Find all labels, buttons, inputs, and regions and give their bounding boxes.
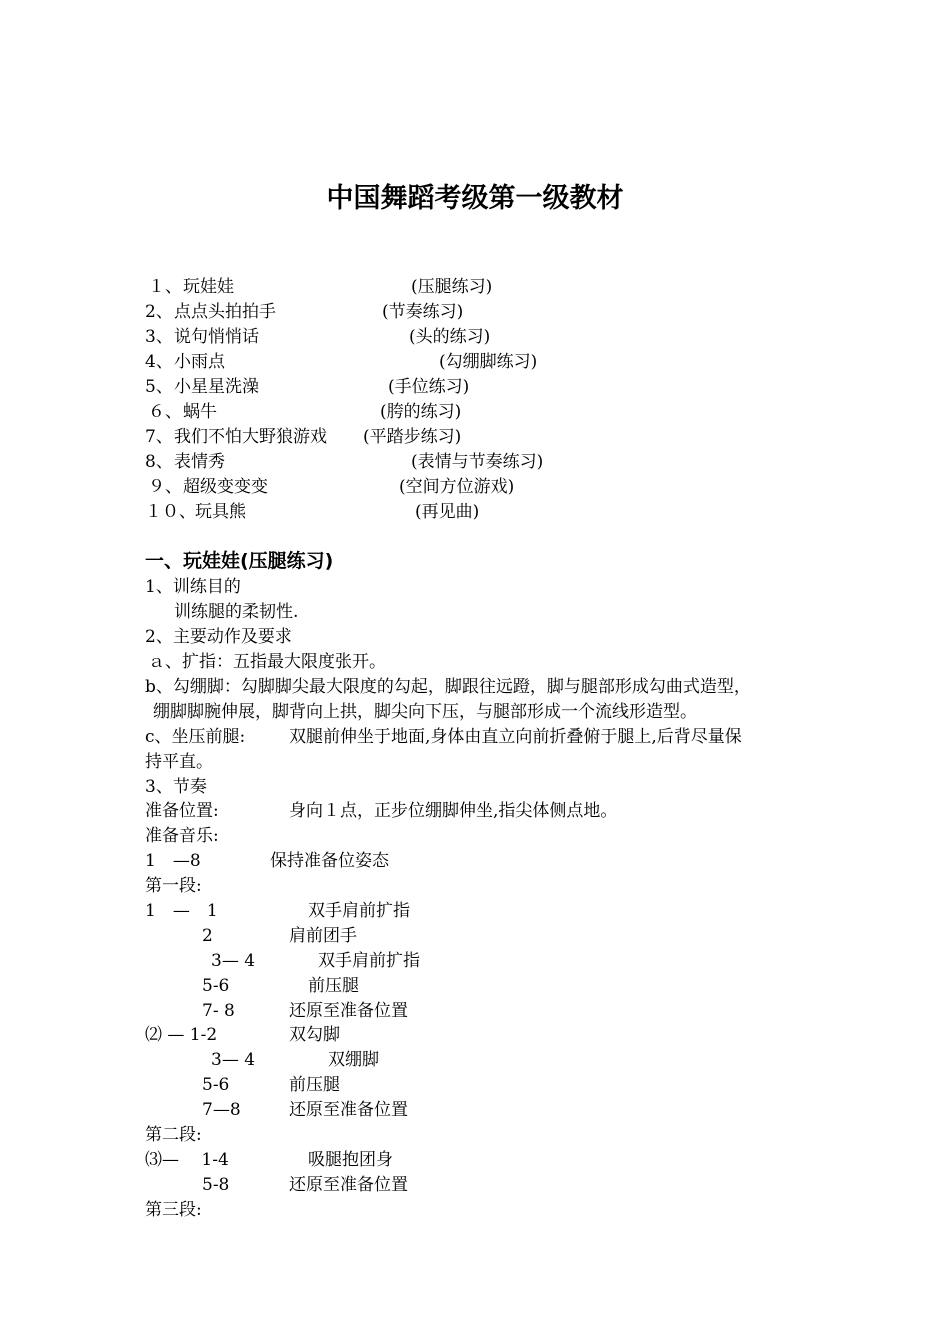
toc-item-name: 小雨点 <box>174 352 225 372</box>
toc-item-topic: (胯的练习) <box>380 402 462 422</box>
count-action: 吸腿抱团身 <box>308 1150 393 1170</box>
count-label: 2 <box>202 926 213 946</box>
toc-item-name: 蜗牛 <box>183 402 217 422</box>
training-purpose-label: 1、训练目的 <box>145 577 241 597</box>
prep-music-text: 保持准备位姿态 <box>270 851 389 871</box>
action-c-text: 双腿前伸坐于地面,身体由直立向前折叠俯于腿上,后背尽量保 <box>289 727 742 747</box>
count-action: 双手肩前扩指 <box>318 951 420 971</box>
toc-item-topic: (表情与节奏练习) <box>411 452 544 472</box>
toc-number: １、 <box>148 277 182 297</box>
toc-number: 7、 <box>145 427 173 447</box>
count-label: 7—8 <box>202 1100 241 1120</box>
toc-number: 3、 <box>145 327 173 347</box>
count-label: 3— 4 <box>211 1050 256 1070</box>
count-action: 双勾脚 <box>289 1025 340 1045</box>
toc-item-name: 小星星洗澡 <box>174 377 259 397</box>
toc-item-topic: (节奏练习) <box>382 302 464 322</box>
toc-item-topic: (空间方位游戏) <box>399 477 515 497</box>
count-action: 还原至准备位置 <box>289 1001 408 1021</box>
count-action: 双手肩前扩指 <box>308 901 410 921</box>
action-a: ａ、扩指：五指最大限度张开。 <box>148 652 386 672</box>
count-action: 双绷脚 <box>328 1050 379 1070</box>
toc-number: 5、 <box>145 377 173 397</box>
toc-number: ９、 <box>148 477 182 497</box>
toc-item-name: 超级变变变 <box>183 477 268 497</box>
count-label: 7- 8 <box>202 1001 235 1021</box>
action-c-label: c、坐压前腿: <box>145 727 246 747</box>
part-1-label: 第一段: <box>145 876 202 896</box>
prep-music-label: 准备音乐: <box>145 826 219 846</box>
toc-number: １０、 <box>145 502 196 522</box>
toc-item-name: 点点头拍拍手 <box>174 302 276 322</box>
toc-number: 4、 <box>145 352 173 372</box>
toc-item-topic: (平踏步练习) <box>363 427 462 447</box>
count-action: 前压腿 <box>289 1075 340 1095</box>
count-label: ⑵ — 1-2 <box>145 1025 218 1045</box>
toc-number: ６、 <box>148 402 182 422</box>
count-action: 还原至准备位置 <box>289 1100 408 1120</box>
toc-item-name: 玩娃娃 <box>183 277 234 297</box>
prep-position-text: 身向１点，正步位绷脚伸坐,指尖体侧点地。 <box>289 801 618 821</box>
prep-music-count: 1 —8 <box>145 851 201 871</box>
section-heading: 一、玩娃娃(压腿练习) <box>145 550 334 572</box>
action-c-line-2: 持平直。 <box>145 752 213 772</box>
count-label: 1 — 1 <box>145 901 218 921</box>
action-b-line-1: b、勾绷脚：勾脚脚尖最大限度的勾起，脚跟往远蹬，脚与腿部形成勾曲式造型， <box>145 677 751 697</box>
count-label: 5-6 <box>202 976 230 996</box>
count-action: 前压腿 <box>308 976 359 996</box>
count-label: 5-8 <box>202 1175 230 1195</box>
rhythm-label: 3、节奏 <box>145 777 207 797</box>
toc-item-name: 表情秀 <box>174 452 225 472</box>
toc-item-name: 说句悄悄话 <box>174 327 259 347</box>
count-label: 5-6 <box>202 1075 230 1095</box>
main-actions-label: 2、主要动作及要求 <box>145 627 292 647</box>
prep-position-label: 准备位置: <box>145 801 219 821</box>
count-label: 3— 4 <box>211 951 256 971</box>
toc-item-topic: (勾绷脚练习) <box>439 352 538 372</box>
count-label: ⑶— 1-4 <box>145 1150 229 1170</box>
count-action: 肩前团手 <box>289 926 357 946</box>
part-2-label: 第二段: <box>145 1125 202 1145</box>
part-3-label: 第三段: <box>145 1200 202 1220</box>
action-b-line-2: 绷脚脚腕伸展，脚背向上拱，脚尖向下压，与腿部形成一个流线形造型。 <box>153 702 697 722</box>
toc-item-topic: (再见曲) <box>415 502 480 522</box>
toc-number: 8、 <box>145 452 173 472</box>
toc-item-name: 玩具熊 <box>195 502 246 522</box>
training-purpose-text: 训练腿的柔韧性. <box>174 602 299 622</box>
toc-item-topic: (头的练习) <box>409 327 491 347</box>
toc-item-topic: (手位练习) <box>388 377 470 397</box>
toc-item-name: 我们不怕大野狼游戏 <box>174 427 327 447</box>
page-title: 中国舞蹈考级第一级教材 <box>326 183 624 214</box>
toc-item-topic: (压腿练习) <box>411 277 493 297</box>
count-action: 还原至准备位置 <box>289 1175 408 1195</box>
toc-number: 2、 <box>145 302 173 322</box>
